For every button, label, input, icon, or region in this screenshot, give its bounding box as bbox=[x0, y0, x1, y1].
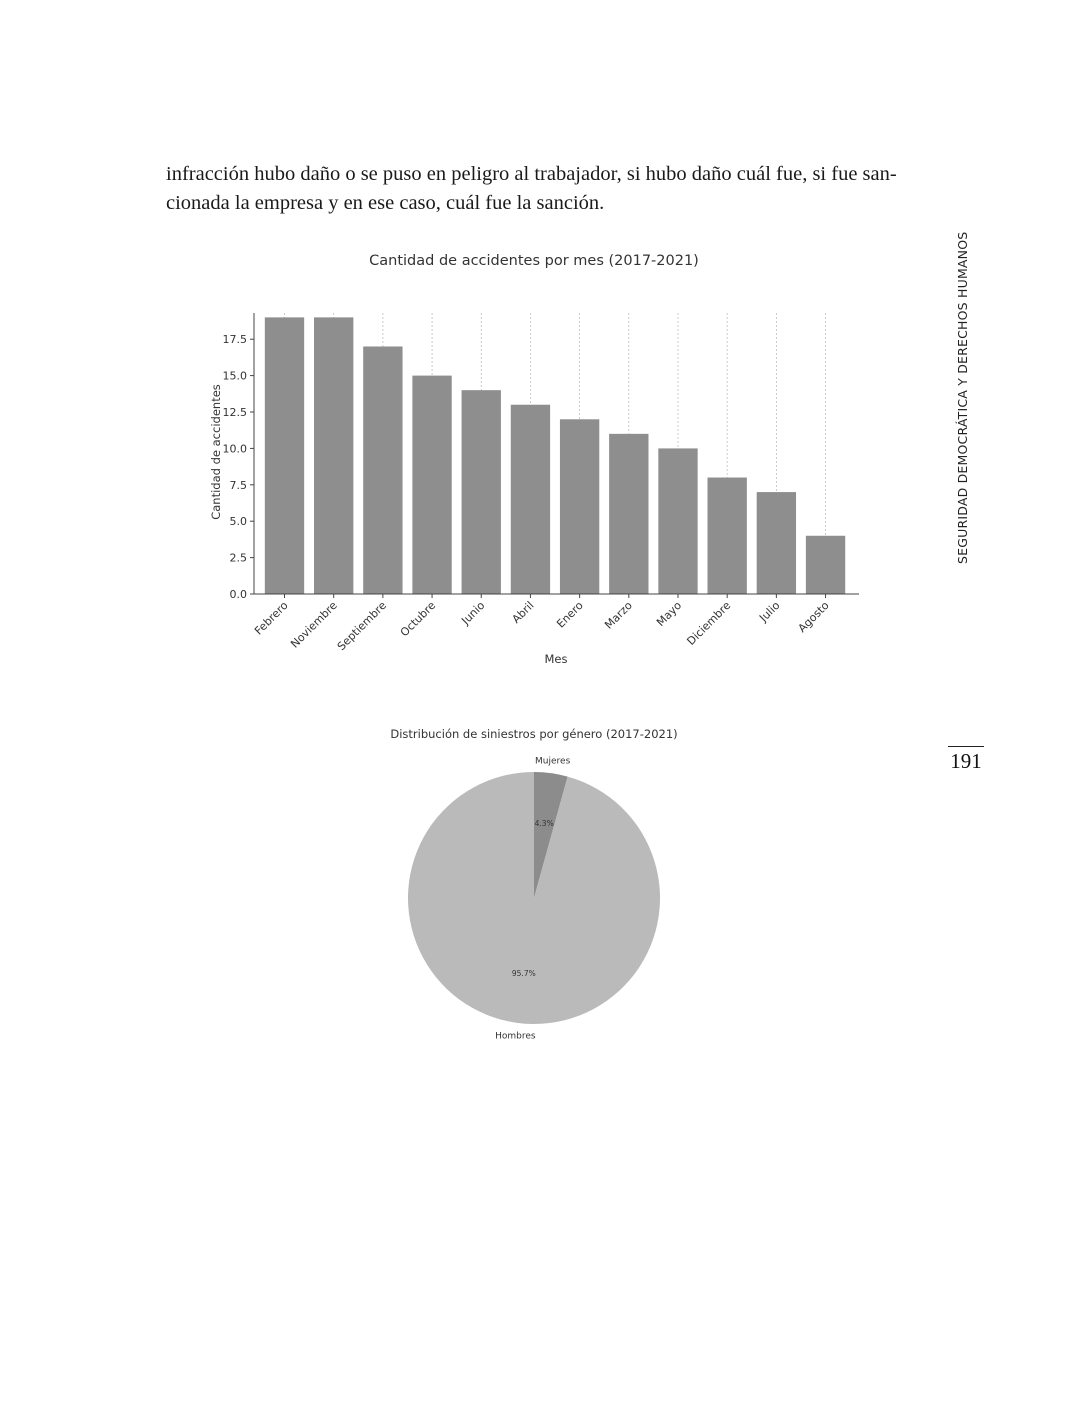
x-tick-label: Septiembre bbox=[334, 598, 389, 654]
bar-junio bbox=[462, 390, 501, 594]
x-tick-label: Diciembre bbox=[684, 598, 734, 648]
bar-julio bbox=[757, 492, 796, 594]
y-tick-label: 10.0 bbox=[222, 442, 247, 456]
pie-pct-label: 4.3% bbox=[534, 819, 554, 829]
y-axis-label: Cantidad de accidentes bbox=[209, 384, 223, 520]
y-tick-label: 17.5 bbox=[222, 333, 247, 347]
x-tick-label: Enero bbox=[554, 598, 586, 631]
pie-label-hombres: Hombres bbox=[495, 1031, 536, 1042]
bar-chart bbox=[0, 0, 1069, 700]
x-tick-label: Mayo bbox=[654, 598, 685, 629]
x-tick-label: Agosto bbox=[795, 598, 832, 636]
page-number: 191 bbox=[950, 749, 982, 773]
pie-label-mujeres: Mujeres bbox=[535, 756, 571, 767]
y-tick-label: 15.0 bbox=[222, 369, 247, 383]
bar-febrero bbox=[265, 317, 304, 594]
bar-agosto bbox=[806, 536, 845, 594]
y-tick-label: 12.5 bbox=[222, 406, 247, 420]
bar-diciembre bbox=[708, 478, 747, 594]
x-tick-label: Julio bbox=[756, 598, 783, 625]
bar-enero bbox=[560, 419, 599, 594]
bar-septiembre bbox=[363, 346, 402, 594]
pie-pct-label: 95.7% bbox=[511, 968, 536, 978]
body-line-2: cionada la empresa y en ese caso, cuál fue la sanción. bbox=[166, 192, 605, 214]
x-tick-label: Marzo bbox=[602, 598, 635, 632]
x-tick-label: Junio bbox=[459, 598, 488, 628]
y-tick-label: 7.5 bbox=[229, 478, 247, 492]
y-tick-label: 0.0 bbox=[229, 588, 247, 601]
x-axis-label: Mes bbox=[544, 652, 568, 666]
bar-mayo bbox=[658, 448, 697, 594]
running-header: SEGURIDAD DEMOCRÁTICA Y DERECHOS HUMANOS bbox=[955, 231, 970, 564]
pie-chart bbox=[0, 700, 1069, 1060]
bar-noviembre bbox=[314, 317, 353, 594]
pie-chart-title: Distribución de siniestros por género (2017-2021) bbox=[390, 727, 678, 741]
bar-octubre bbox=[412, 376, 451, 594]
y-tick-label: 5.0 bbox=[229, 515, 247, 529]
bar-marzo bbox=[609, 434, 648, 594]
bar-abril bbox=[511, 405, 550, 594]
x-tick-label: Abril bbox=[509, 598, 537, 626]
x-tick-label: Febrero bbox=[252, 598, 291, 638]
x-tick-label: Noviembre bbox=[288, 598, 340, 651]
body-line-1: infracción hubo daño o se puso en peligro al trabajador, si hubo daño cuál fue, si fue san- bbox=[166, 163, 897, 185]
bar-chart-title: Cantidad de accidentes por mes (2017-2021) bbox=[369, 253, 699, 269]
pie-slice-hombres bbox=[408, 772, 660, 1024]
y-tick-label: 2.5 bbox=[229, 551, 247, 565]
x-tick-label: Octubre bbox=[397, 598, 439, 640]
